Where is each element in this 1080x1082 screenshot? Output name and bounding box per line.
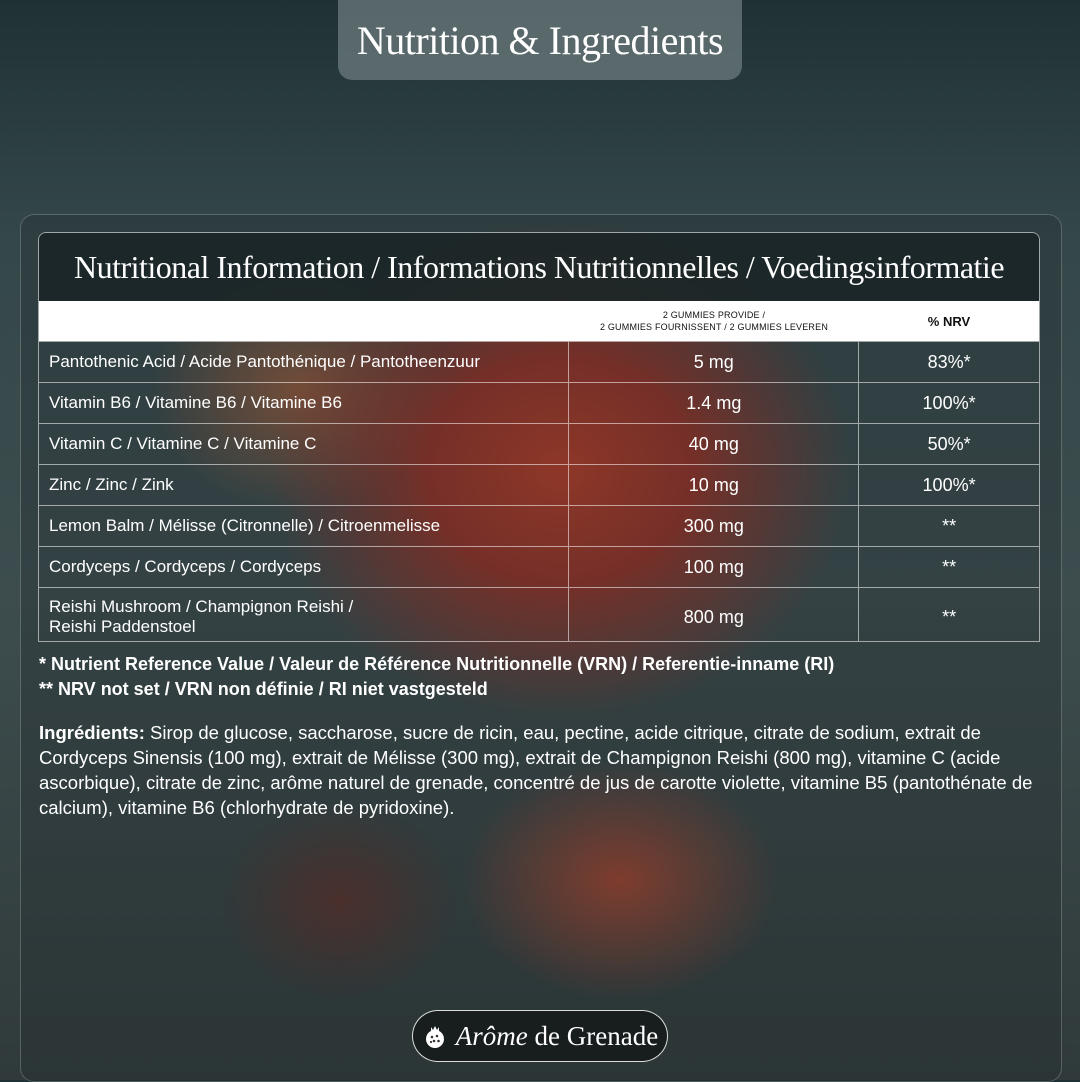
nutrient-nrv: 100%* (922, 392, 976, 413)
nutrient-nrv: 100%* (922, 474, 976, 495)
nutrient-name: Zinc / Zinc / Zink (39, 465, 569, 505)
nutrient-amount: 1.4 mg (569, 383, 859, 423)
table-row (39, 505, 1039, 546)
nutrient-name: Cordyceps / Cordyceps / Cordyceps (39, 547, 569, 587)
flavor-name-rest: de Grenade (527, 1020, 659, 1051)
table-row (39, 546, 1039, 587)
nutrient-name-line2: Reishi Paddenstoel (49, 617, 196, 636)
flavor-name (456, 1021, 658, 1052)
nutrient-nrv: ** (942, 606, 957, 627)
nutrient-amount: 10 mg (569, 465, 859, 505)
nutrient-nrv: 50%* (927, 433, 971, 454)
amount-header-line2: 2 GUMMIES FOURNISSENT / 2 GUMMIES LEVEREN (599, 322, 829, 332)
nutrient-name (39, 588, 569, 642)
table-row (39, 587, 1039, 642)
flavor-badge (412, 1010, 668, 1062)
nutrient-name: Vitamin C / Vitamine C / Vitamine C (39, 424, 569, 464)
nutrient-name: Pantothenic Acid / Acide Pantothénique / Pantotheenzuur (39, 342, 569, 382)
nrv-column-header: % NRV (927, 313, 971, 329)
nutrient-column-header (39, 301, 569, 341)
header-tab (338, 0, 742, 80)
footnotes (39, 652, 1039, 702)
flavor-name-italic: Arôme (455, 1020, 528, 1051)
nutrient-nrv: 83%* (927, 351, 971, 372)
nutrient-amount: 100 mg (569, 547, 859, 587)
nutrient-nrv: ** (942, 515, 957, 536)
nutrient-name: Lemon Balm / Mélisse (Citronnelle) / Citroenmelisse (39, 506, 569, 546)
footnote-nrv-not-set: ** NRV not set / VRN non définie / RI niet vastgesteld (39, 679, 488, 699)
ingredients-text (39, 720, 1044, 820)
nutrient-amount: 5 mg (569, 342, 859, 382)
nutrient-amount: 300 mg (569, 506, 859, 546)
amount-header-line1: 2 GUMMIES PROVIDE / (662, 310, 766, 320)
table-row (39, 382, 1039, 423)
ingredients-label: Ingrédients: (39, 722, 145, 743)
nutrition-table (38, 232, 1040, 642)
nutrient-amount: 800 mg (569, 588, 859, 642)
nutrient-amount: 40 mg (569, 424, 859, 464)
page-title: Nutrition & Ingredients (356, 17, 724, 63)
table-row (39, 341, 1039, 382)
nutrient-name: Vitamin B6 / Vitamine B6 / Vitamine B6 (39, 383, 569, 423)
nutrient-name-line1: Reishi Mushroom / Champignon Reishi / (49, 597, 354, 616)
nutrient-nrv: ** (942, 556, 957, 577)
table-row (39, 423, 1039, 464)
pomegranate-icon (422, 1023, 448, 1049)
table-title: Nutritional Information / Informations Nutritionnelles / Voedingsinformatie (39, 233, 1039, 301)
ingredients-list: Sirop de glucose, saccharose, sucre de ricin, eau, pectine, acide citrique, citrate de sodium, extrait de Cordyceps Sinensis (100 mg), extrait de Mélisse (300 mg), extrait de Champignon Reishi (800 mg), vitamine C (acide ascorbique), citrate de zinc, arôme naturel de grenade, concentré de jus de carotte violette, vitamine B5 (pantothénate de calcium), vitamine B6 (chlorhydrate de pyridoxine). (39, 722, 1033, 818)
table-header-row (39, 301, 1039, 341)
table-row (39, 464, 1039, 505)
amount-column-header (569, 301, 859, 341)
footnote-nrv: * Nutrient Reference Value / Valeur de Référence Nutritionnelle (VRN) / Referentie-inname (RI) (39, 654, 835, 674)
